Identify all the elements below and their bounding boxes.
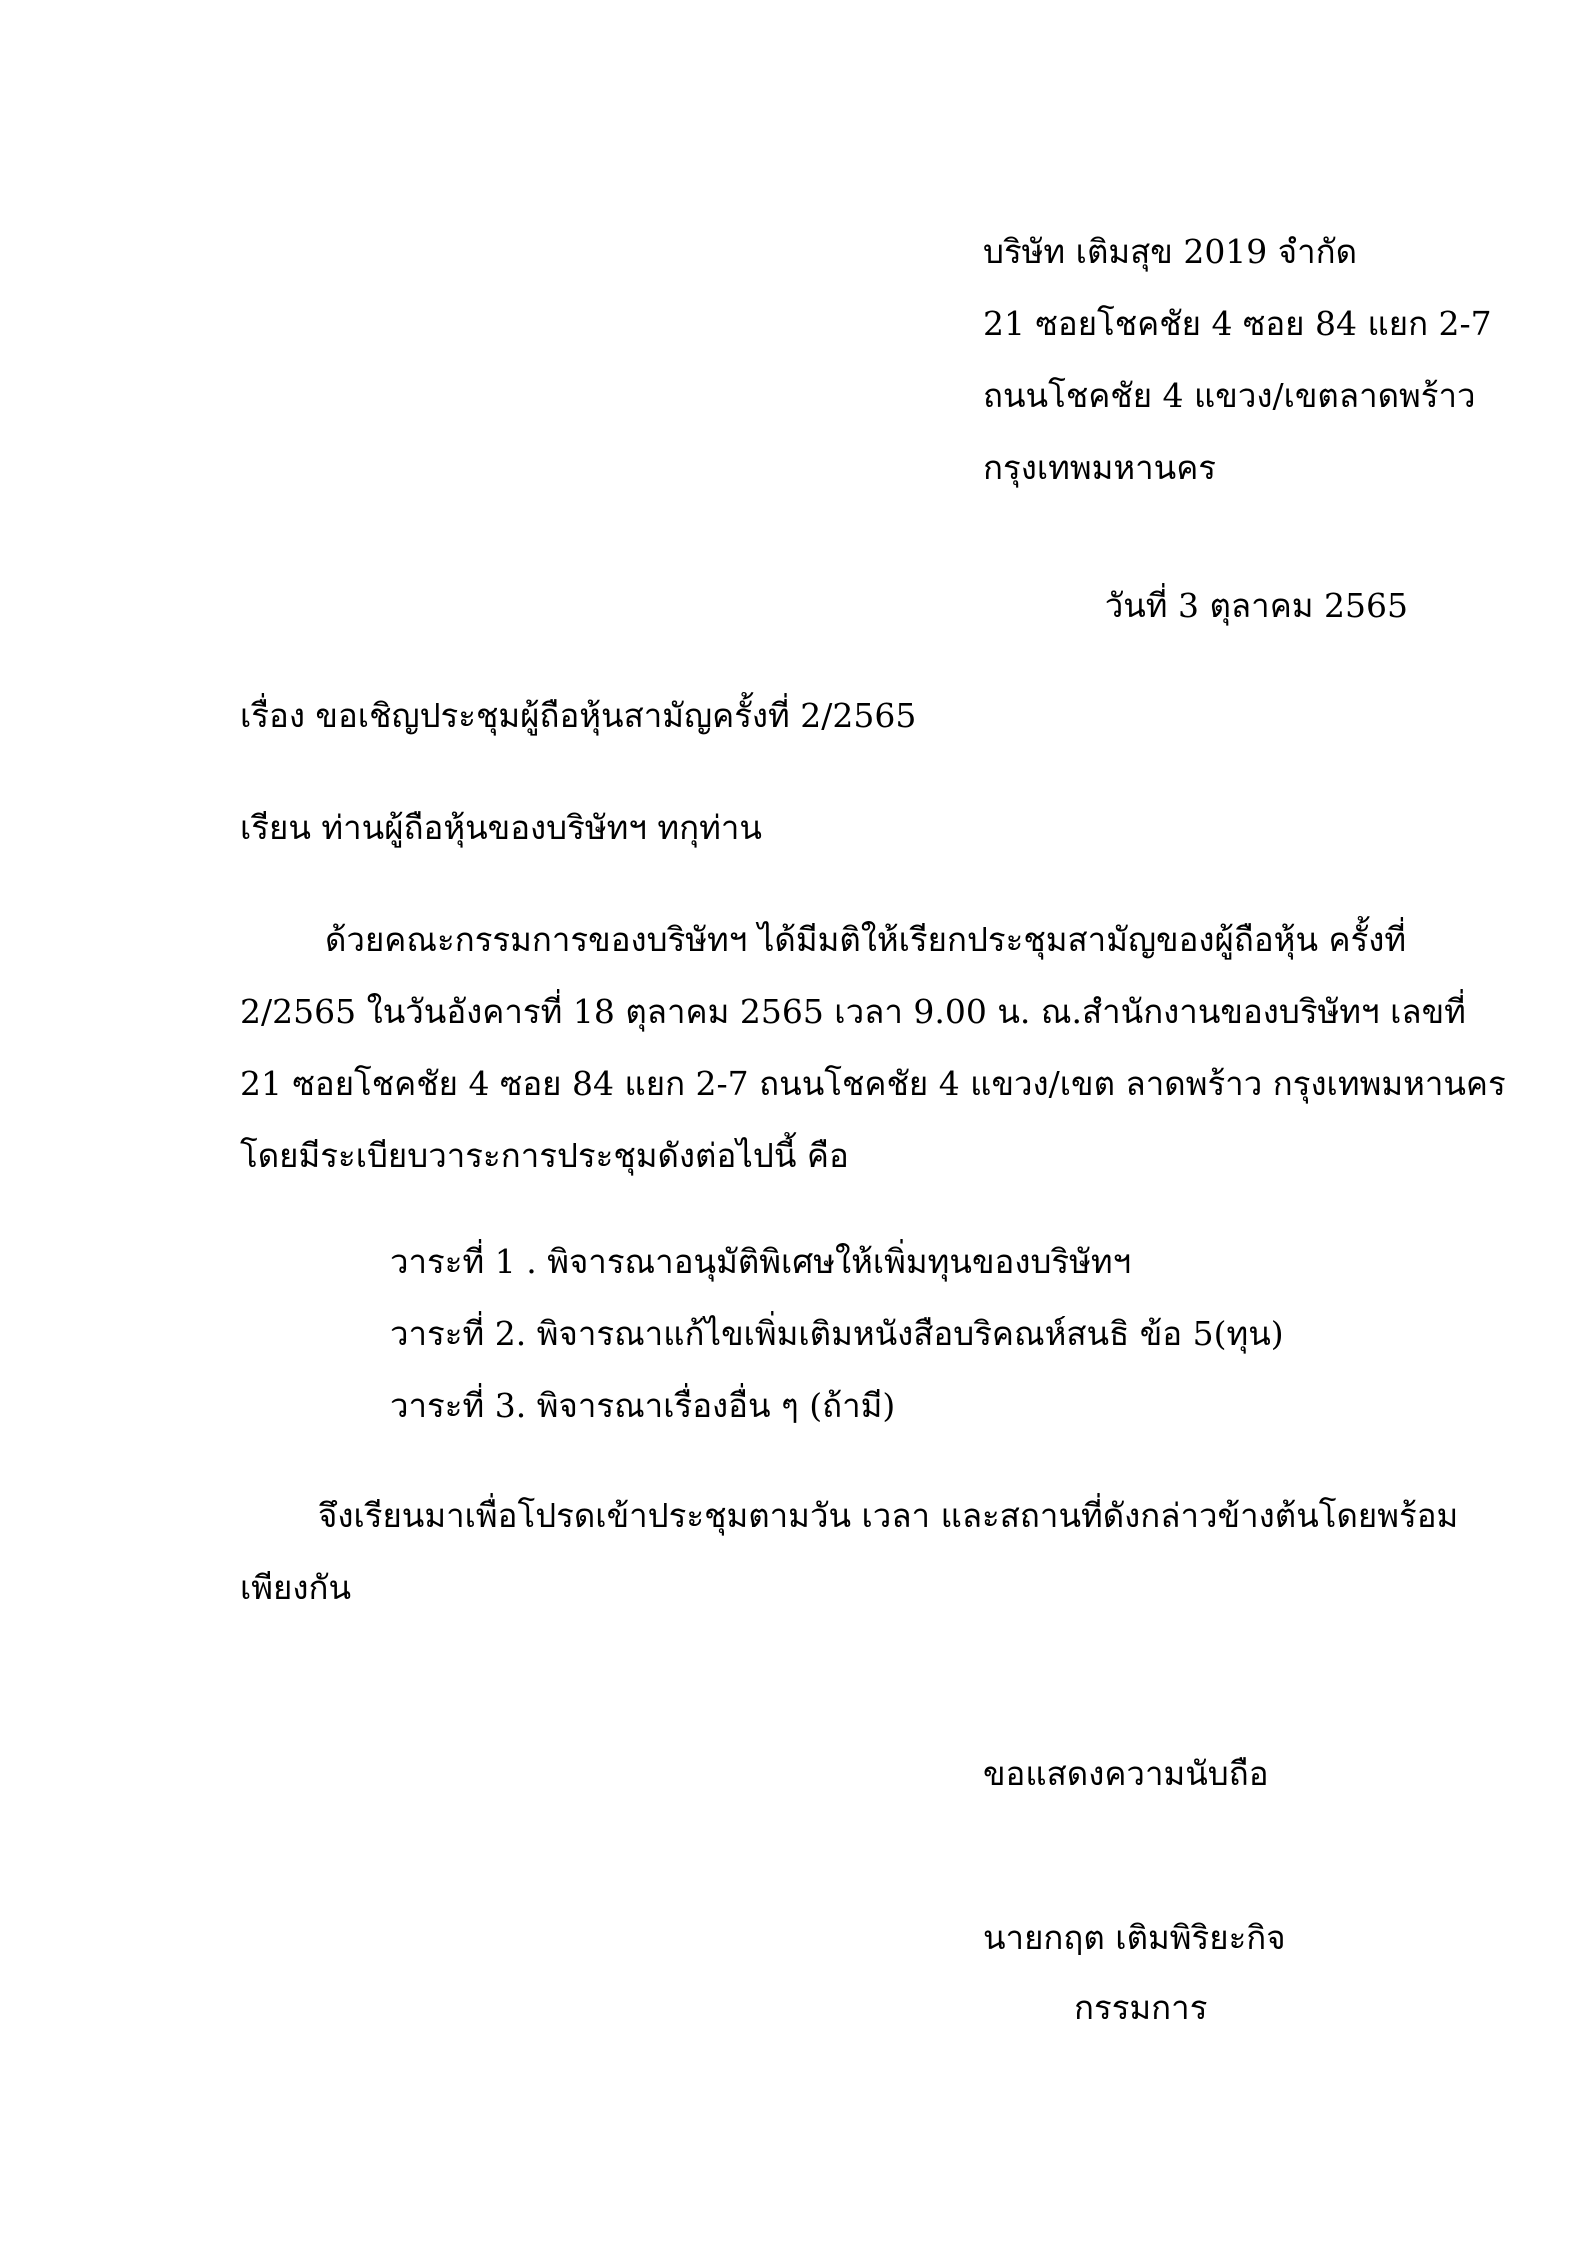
body-line-4: โดยมีระเบียบวาระการประชุมดังต่อไปนี้ คือ (240, 1136, 849, 1175)
sender-company: บริษัท เติมสุข 2019 จำกัด (983, 232, 1358, 271)
sender-address-line-1: 21 ซอยโชคชัย 4 ซอย 84 แยก 2-7 (983, 304, 1492, 343)
signoff: ขอแสดงความนับถือ (983, 1754, 1269, 1793)
letter-date: วันที่ 3 ตุลาคม 2565 (1104, 586, 1408, 625)
closing-line-1: จึงเรียนมาเพื่อโปรดเข้าประชุมตามวัน เวลา และสถานที่ดังกล่าวข้างต้นโดยพร้อม (318, 1496, 1459, 1535)
agenda-item-1: วาระที่ 1 . พิจารณาอนุมัติพิเศษให้เพิ่มทุนของบริษัทฯ (390, 1242, 1132, 1281)
signatory-name: นายกฤต เติมพิริยะกิจ (983, 1918, 1286, 1957)
sender-address-line-3: กรุงเทพมหานคร (983, 448, 1216, 487)
sender-address-line-2: ถนนโชคชัย 4 แขวง/เขตลาดพร้าว (983, 376, 1476, 415)
body-line-1: ด้วยคณะกรรมการของบริษัทฯ ได้มีมติให้เรียกประชุมสามัญของผู้ถือหุ้น ครั้งที่ (325, 920, 1407, 959)
body-line-2: 2/2565 ในวันอังคารที่ 18 ตุลาคม 2565 เวลา 9.00 น. ณ.สำนักงานของบริษัทฯ เลขที่ (240, 992, 1466, 1031)
closing-line-2: เพียงกัน (240, 1568, 352, 1607)
agenda-item-2: วาระที่ 2. พิจารณาแก้ไขเพิ่มเติมหนังสือบริคณห์สนธิ ข้อ 5(ทุน) (390, 1314, 1284, 1353)
letter-recipient: เรียน ท่านผู้ถือหุ้นของบริษัทฯ ทกุท่าน (240, 808, 762, 847)
body-line-3: 21 ซอยโชคชัย 4 ซอย 84 แยก 2-7 ถนนโชคชัย 4 แขวง/เขต ลาดพร้าว กรุงเทพมหานคร (240, 1064, 1506, 1103)
agenda-item-3: วาระที่ 3. พิจารณาเรื่องอื่น ๆ (ถ้ามี) (390, 1386, 896, 1425)
letter-subject: เรื่อง ขอเชิญประชุมผู้ถือหุ้นสามัญครั้งที่ 2/2565 (240, 696, 917, 735)
signatory-title: กรรมการ (1074, 1988, 1208, 2027)
